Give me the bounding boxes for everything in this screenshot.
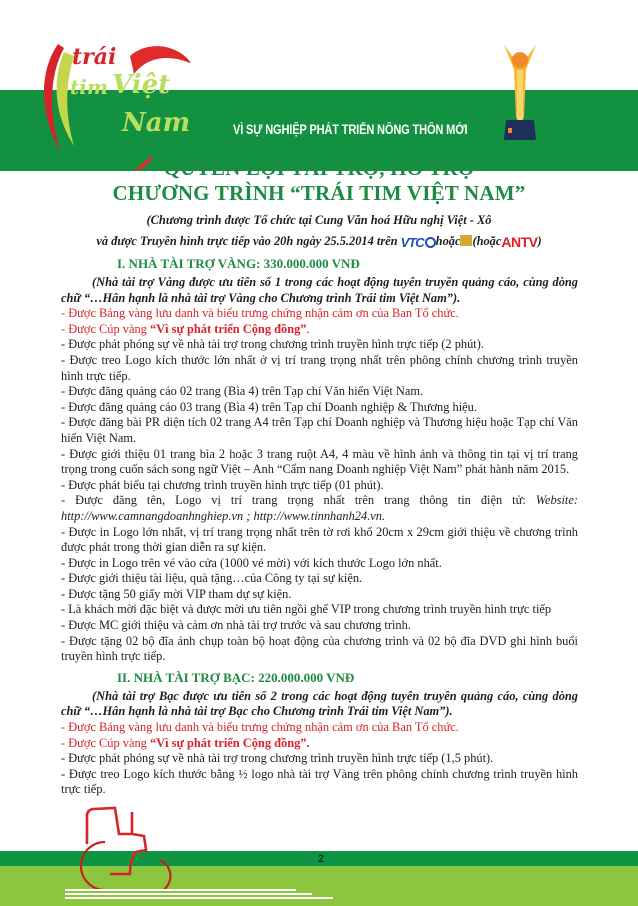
- logo-word-viet: Việt: [112, 70, 171, 100]
- section-intro-gold: (Nhà tài trợ Vàng được ưu tiên số 1 trong các hoạt động tuyên truyền quảng cáo, cùng dòng chữ “…Hân hạnh là nhà tài trợ Vàng cho Chương trình Trái tim Việt Nam”).: [61, 275, 578, 305]
- list-item: - Được đăng bài PR diện tích 02 trang A4 trên Tạp chí Doanh nghiệp và Thương hiệu hoặc Tạp chí Văn hiến Việt Nam.: [61, 415, 578, 445]
- logo-word-nam: Nam: [122, 108, 191, 138]
- logo-word-tim: tim: [70, 75, 108, 99]
- list-item: [61, 736, 578, 752]
- page-number: 2: [317, 853, 325, 865]
- vtc-label: VTC: [400, 234, 424, 250]
- list-item-text: - Được Cúp vàng: [61, 735, 150, 750]
- list-item: - Được tặng 50 giấy mời VIP tham dự sự kiện.: [61, 586, 292, 601]
- list-item: - Được giới thiệu tài liệu, quà tặng…của Công ty tại sự kiện.: [61, 571, 363, 586]
- list-item-emphasis: “Vì sự phát triển Cộng đồng”: [149, 321, 307, 336]
- document-body: [61, 255, 578, 798]
- vtv-logo-icon: [460, 235, 472, 246]
- list-item: [61, 322, 578, 338]
- trophy-icon: [500, 40, 540, 145]
- logo-word-trai: trái: [72, 44, 117, 70]
- list-item: - Được in Logo lớn nhất, vị trí trang trọng nhất trên tờ rơi khổ 20cm x 29cm giới thiệu về chương trình được phát trong thời gian diễn ra sự kiện.: [61, 524, 578, 555]
- page-title-line1: QUYỀN LỢI TÀI TRỢ, HỖ TRỢ: [163, 156, 475, 180]
- vtc-logo-icon: [401, 235, 436, 250]
- section-heading-silver: II. NHÀ TÀI TRỢ BẠC: 220.000.000 VNĐ: [117, 669, 355, 685]
- list-item: - Được Bảng vàng lưu danh và biểu trưng chứng nhận cảm ơn của Ban Tổ chức.: [61, 306, 459, 321]
- subtitle-or1: hoặc: [435, 234, 461, 248]
- list-item: - Là khách mời đặc biệt và được mời ưu tiên ngồi ghế VIP trong chương trình truyền hình trực tiếp: [61, 602, 552, 617]
- list-item: - Được in Logo trên vé vào cửa (1000 vé mời) với kích thước Logo lớn nhất.: [61, 555, 442, 570]
- list-item-emphasis: “Vì sự phát triển Cộng đồng”.: [149, 735, 310, 750]
- speed-lines-decoration: [65, 889, 333, 901]
- subtitle-prefix: và được Truyền hình trực tiếp vào 20h ngày 25.5.2014 trên: [96, 234, 398, 248]
- list-item: - Được MC giới thiệu và cảm ơn nhà tài trợ trước và sau chương trình.: [61, 618, 411, 633]
- header-tagline: VÌ SỰ NGHIỆP PHÁT TRIỂN NÔNG THÔN MỚI: [233, 122, 468, 137]
- list-item: - Được đăng quảng cáo 03 trang (Bìa 4) trên Tạp chí Doanh nghiệp & Thương hiệu.: [61, 399, 477, 414]
- list-item: - Được phát phóng sự về nhà tài trợ trong chương trình truyền hình trực tiếp (1,5 phút).: [61, 751, 494, 766]
- subtitle-line2: [0, 234, 638, 250]
- list-item: - Được phát phóng sự về nhà tài trợ trong chương trình truyền hình trực tiếp (2 phút).: [61, 337, 484, 352]
- subtitle-line1: (Chương trình được Tổ chức tại Cung Văn hoá Hữu nghị Việt - Xô: [146, 213, 492, 227]
- page-title-line2: CHƯƠNG TRÌNH “TRÁI TIM VIỆT NAM”: [112, 181, 526, 205]
- list-item: - Được phát biểu tại chương trình truyền hình trực tiếp (01 phút).: [61, 477, 384, 492]
- subtitle-suffix: ): [537, 234, 542, 248]
- list-item: - Được tặng 02 bộ đĩa ảnh chụp toàn bộ hoạt động của chương trình và 02 bộ đĩa DVD ghi hình buổi truyền hình trực tiếp.: [61, 633, 578, 664]
- antv-logo-icon: ANTV: [501, 234, 538, 251]
- subtitle-or2: (hoặc: [472, 234, 502, 248]
- tractor-icon: [60, 790, 180, 890]
- list-item: - Được treo Logo kích thước bằng ½ logo nhà tài trợ Vàng trên phông chính chương trình truyền hình trực tiếp.: [61, 766, 578, 797]
- trai-tim-viet-nam-logo: [30, 30, 190, 170]
- section-intro-silver: (Nhà tài trợ Bạc được ưu tiên số 2 trong các hoạt động tuyên truyền quảng cáo, cùng dòng chữ “…Hân hạnh là nhà tài trợ Bạc cho Chương trình Trái tim Việt Nam”).: [61, 688, 578, 719]
- list-item-tail: .: [306, 321, 310, 336]
- section-heading-gold: I. NHÀ TÀI TRỢ VÀNG: 330.000.000 VNĐ: [117, 256, 360, 271]
- website-links: Website: http://www.camnangdoanhnghiep.vn ; http://www.tinnhanh24.vn.: [61, 493, 578, 523]
- list-item: - Được treo Logo kích thước lớn nhất ở vị trí trang trọng nhất trên phông chính chương trình truyền hình trực tiếp.: [61, 352, 578, 383]
- list-item-text: - Được đăng tên, Logo vị trí trang trọng nhất trên trang thông tin điện tử:: [61, 493, 536, 508]
- list-item-text: - Được Cúp vàng: [61, 321, 150, 336]
- list-item: - Được đăng quảng cáo 02 trang (Bìa 4) trên Tạp chí Văn hiến Việt Nam.: [61, 384, 424, 399]
- list-item: - Được Bảng vàng lưu danh và biểu trưng chứng nhận cảm ơn của Ban Tổ chức.: [61, 720, 459, 735]
- list-item: [61, 493, 578, 524]
- list-item: - Được giới thiệu 01 trang bìa 2 hoặc 3 trang ruột A4, 4 màu về hình ảnh và thông tin tại vị trí trang trọng trong cuốn sách song ngữ Việt – Anh “Cẩm nang Doanh nghiệp Việt Nam” phát hành năm 2015.: [61, 446, 578, 477]
